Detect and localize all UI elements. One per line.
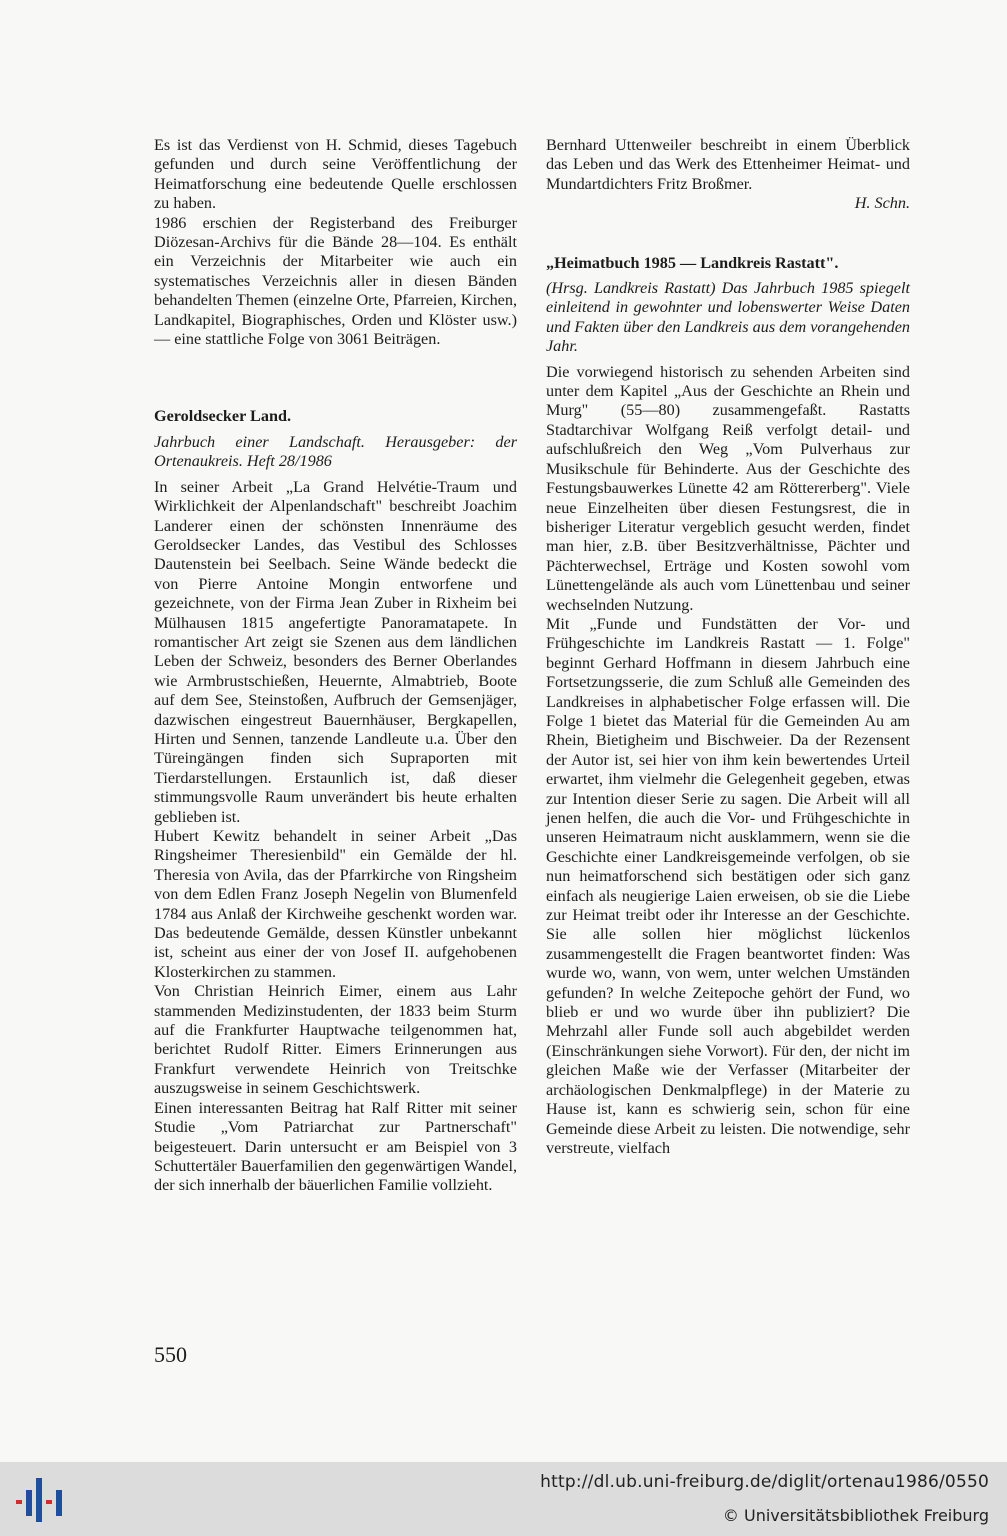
section-heading: Geroldsecker Land.	[154, 407, 292, 426]
paragraph: Hubert Kewitz behandelt in seiner Arbeit „Das Ringsheimer Theresienbild" ein Gemälde der hl. Theresia von Avila, das der Pfarrkirche von Ringsheim von dem Edlen Franz Joseph Negelin von Blumenfeld 1784 aus Anlaß der Kirchweihe geschenkt worden war. Das bedeutende Gemälde, dessen Künstler unbekannt ist, scheint aus einer der von Josef II. aufgehobenen Klosterkirchen zu stammen.	[154, 827, 517, 981]
source-url-link[interactable]: http://dl.ub.uni-freiburg.de/diglit/ortenau1986/0550	[540, 1472, 989, 1492]
section-subtitle: (Hrsg. Landkreis Rastatt) Das Jahrbuch 1985 spiegelt einleitend in gewohnter und lobenswerter Weise Daten und Fakten über den Landkreis aus dem vorangehenden Jahr.	[546, 279, 910, 356]
left-column	[154, 136, 517, 1196]
section-subtitle: Jahrbuch einer Landschaft. Herausgeber: der Ortenaukreis. Heft 28/1986	[154, 432, 517, 471]
right-column	[546, 136, 910, 1158]
paragraph: 1986 erschien der Registerband des Freiburger Diözesan-Archivs für die Bände 28—104. Es enthält ein Verzeichnis der Mitarbeiter wie auch ein systematisches Verzeichnis aller in diesen Bänden behandelten Themen (einzelne Orte, Pfarreien, Kirchen, Landkapitel, Biographisches, Orden und Klöster usw.) — eine stattliche Folge von 3061 Beiträgen.	[154, 213, 517, 349]
paragraph: Einen interessanten Beitrag hat Ralf Ritter mit seiner Studie „Vom Patriarchat zur Partnerschaft" beigesteuert. Darin untersucht er am Beispiel von 3 Schuttertäler Bauerfamilien den gegenwärtigen Wandel, der sich innerhalb der bäuerlichen Familie vollzieht.	[154, 1098, 517, 1195]
paragraph: In seiner Arbeit „La Grand Helvétie-Traum und Wirklichkeit der Alpenlandschaft" beschreibt Joachim Landerer einen der schönsten Innenräume des Geroldsecker Landes, das Vestibul des Schlosses Dautenstein bei Seelbach. Seine Wände bedeckt die von Pierre Antoine Mongin entworfene und gezeichnete, von der Firma Jean Zuber in Rixheim bei Mülhausen 1815 angefertigte Panoramatapete. In romantischer Art zeigt sie Szenen aus dem ländlichen Leben der Schweiz, besonders des Berner Oberlandes wie Armbrustschießen, Heuernte, Almabtrieb, Boote auf dem See, Steinstoßen, Aufbruch der Gemsenjäger, dazwischen eingestreut Bauernhäuser, Bergkapellen, Hirten und Sennen, tanzende Landleute u.a. Über den Türeingängen finden sich Supraporten mit Tierdarstellungen. Erstaunlich ist, daß dieser stimmungsvolle Raum unverändert bis heute erhalten geblieben ist.	[154, 477, 517, 826]
paragraph: Von Christian Heinrich Eimer, einem aus Lahr stammenden Medizinstudenten, der 1833 beim Sturm auf die Frankfurter Hauptwache teilgenommen hat, berichtet Rudolf Ritter. Eimers Erinnerungen aus Frankfurt verwendete Heinrich von Treitschke auszugsweise in seinem Geschichtswerk.	[154, 982, 517, 1098]
page-number: 550	[154, 1342, 187, 1367]
copyright-text: © Universitätsbibliothek Freiburg	[722, 1506, 989, 1525]
paragraph: Es ist das Verdienst von H. Schmid, dieses Tagebuch gefunden und durch seine Veröffentlichung der Heimatforschung eine bedeutende Quelle erschlossen zu haben.	[154, 136, 517, 213]
paragraph: Die vorwiegend historisch zu sehenden Arbeiten sind unter dem Kapitel „Aus der Geschichte an Rhein und Murg" (55—80) zusammengefaßt. Rastatts Stadtarchivar Wolfgang Reiß verfolgt detail- und aufschlußreich den Weg „Vom Pulverhaus zur Musikschule für Behinderte. Aus der Geschichte des Festungsbauwerkes Lünette 42 am Röttererberg". Viele neue Einzelheiten über diesen Festungsrest, die in bisheriger Literatur vergeblich gesucht werden, findet man hier, z.B. über Besitzverhältnisse, Pächter und Pächterwechsel, Erträge und Kosten sowohl vom Lünettengelände als auch vom Lünettenbau und seiner wechselnden Nutzung.	[546, 362, 910, 614]
section-heading: „Heimatbuch 1985 — Landkreis Rastatt".	[546, 253, 839, 272]
paragraph: Bernhard Uttenweiler beschreibt in einem Überblick das Leben und das Werk des Ettenheimer Heimat- und Mundartdichters Fritz Broßmer.	[546, 136, 910, 193]
paragraph: Mit „Funde und Fundstätten der Vor- und Frühgeschichte im Landkreis Rastatt — 1. Folge" beginnt Gerhard Hoffmann in diesem Jahrbuch eine Fortsetzungsserie, die zum Schluß alle Gemeinden des Landkreises in alphabetischer Folge erfassen will. Die Folge 1 bietet das Material für die Gemeinden Au am Rhein, Bietigheim und Bischweier. Da der Rezensent der Autor ist, sei hier von ihm kein bewertendes Urteil erwartet, ihm vielmehr die Gelegenheit gegeben, etwas zur Intention dieser Serie zu sagen. Die Arbeit will all jenen helfen, die auch die Vor- und Frühgeschichte in unseren Heimatraum nicht ausklammern, wenn sie die Geschichte einer Landkreisgemeinde verfolgen, ob sie nun heimatforschend sich bestätigen oder sich ganz einfach als neugierige Laien erweisen, ob sie die Liebe zur Heimat treibt oder ihr Interesse an der Geschichte. Sie alle sollen hier möglichst lückenlos zusammengestellt die Fragen beantwortet finden: Was wurde wo, wann, von wem, unter welchen Umständen gefunden? In welche Zeitepoche gehört der Fund, wo blieb er und wo wurde über ihn publiziert? Die Mehrzahl aller Funde soll auch abgebildet werden (Einschränkungen siehe Vorwort). Für den, der nicht im gleichen Maße wie der Verfasser (Mitarbeiter der archäologischen Denkmalpflege) in der Materie zu Hause ist, kann es schwierig sein, schon für eine Gemeinde diese Arbeit zu leisten. Die notwendige, sehr verstreute, vielfach	[546, 614, 910, 1157]
ub-freiburg-logo-icon[interactable]	[14, 1474, 64, 1526]
signature: H. Schn.	[854, 194, 910, 213]
footer-bar	[0, 1462, 1007, 1536]
